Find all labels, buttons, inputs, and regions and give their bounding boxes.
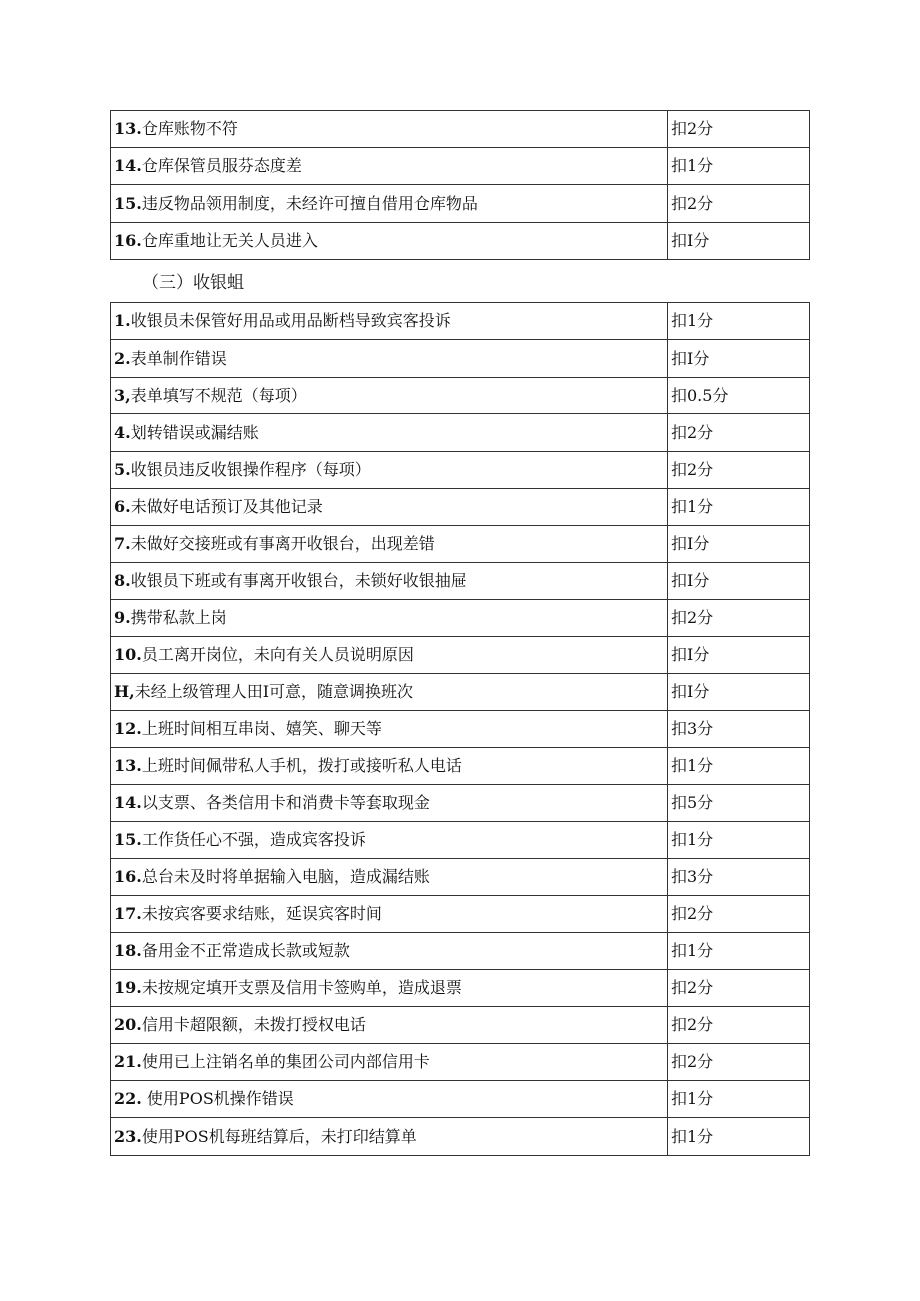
table-row xyxy=(111,896,810,933)
cashier-table-body xyxy=(111,303,810,1156)
penalty-item xyxy=(111,1044,668,1081)
item-text: 收银员违反收银操作程序（每项） xyxy=(130,460,371,479)
penalty-score: 扣2分 xyxy=(668,1007,810,1044)
penalty-score: 扣2分 xyxy=(668,452,810,489)
item-number: 2. xyxy=(114,348,131,368)
penalty-score: 扣I分 xyxy=(668,526,810,563)
penalty-item xyxy=(111,785,668,822)
item-text: 工作货任心不强，造成宾客投诉 xyxy=(141,830,366,849)
item-text: 未按宾客要求结账，延误宾客时间 xyxy=(141,904,382,923)
penalty-score: 扣5分 xyxy=(668,785,810,822)
penalty-item xyxy=(111,414,668,452)
item-text: 上班时间相互串岗、嬉笑、聊天等 xyxy=(141,719,382,738)
penalty-item xyxy=(111,1007,668,1044)
warehouse-table-body xyxy=(111,111,810,260)
penalty-score: 扣2分 xyxy=(668,111,810,148)
item-number: 3, xyxy=(114,385,131,405)
penalty-item xyxy=(111,378,668,414)
warehouse-penalty-table xyxy=(110,110,810,260)
item-number: 7. xyxy=(114,534,131,553)
table-row xyxy=(111,414,810,452)
table-row xyxy=(111,526,810,563)
penalty-score: 扣1分 xyxy=(668,1118,810,1156)
penalty-score: 扣0.5分 xyxy=(668,378,810,414)
table-row xyxy=(111,148,810,185)
item-number: 23. xyxy=(114,1126,142,1146)
item-text: 仓库重地让无关人员进入 xyxy=(141,231,318,250)
penalty-score: 扣1分 xyxy=(668,148,810,185)
item-text: 使用POS机每班结算后，未打印结算单 xyxy=(141,1126,417,1146)
table-row xyxy=(111,822,810,859)
item-number: 14. xyxy=(114,156,142,175)
table-row xyxy=(111,111,810,148)
penalty-item xyxy=(111,674,668,711)
item-number: 1. xyxy=(114,311,131,330)
table-row xyxy=(111,303,810,340)
penalty-score: 扣I分 xyxy=(668,563,810,600)
penalty-item xyxy=(111,452,668,489)
penalty-item xyxy=(111,822,668,859)
penalty-score: 扣I分 xyxy=(668,340,810,378)
penalty-score: 扣2分 xyxy=(668,1044,810,1081)
item-number: 10. xyxy=(114,645,142,664)
item-number: 13. xyxy=(114,119,142,138)
penalty-score: 扣2分 xyxy=(668,414,810,452)
table-row xyxy=(111,933,810,970)
penalty-item xyxy=(111,1118,668,1156)
item-number: 20. xyxy=(114,1015,142,1034)
table-row xyxy=(111,185,810,223)
table-row xyxy=(111,378,810,414)
penalty-score: 扣1分 xyxy=(668,1081,810,1118)
table-row xyxy=(111,600,810,637)
table-row xyxy=(111,859,810,896)
item-text: 违反物品领用制度，未经许可擅自借用仓库物品 xyxy=(141,193,478,213)
item-text: 表单制作错误 xyxy=(130,348,227,368)
penalty-score: 扣1分 xyxy=(668,822,810,859)
item-number: 16. xyxy=(114,231,142,250)
item-number: 5. xyxy=(114,460,131,479)
cashier-penalty-table xyxy=(110,302,810,1156)
item-number: 8. xyxy=(114,571,131,590)
table-row xyxy=(111,223,810,260)
item-text: 收银员未保管好用品或用品断档导致宾客投诉 xyxy=(130,311,451,330)
item-text: 员工离开岗位，未向有关人员说明原因 xyxy=(141,645,414,664)
item-number: 9. xyxy=(114,608,131,627)
item-text: 表单填写不规范（每项） xyxy=(130,385,307,405)
penalty-item xyxy=(111,563,668,600)
item-text: 未经上级管理人田I可意，随意调换班次 xyxy=(134,682,414,701)
item-number: 15. xyxy=(114,830,142,849)
penalty-score: 扣I分 xyxy=(668,674,810,711)
penalty-item xyxy=(111,1081,668,1118)
table-row xyxy=(111,563,810,600)
table-row xyxy=(111,1118,810,1156)
item-text: 以支票、各类信用卡和消费卡等套取现金 xyxy=(141,793,430,812)
penalty-item xyxy=(111,148,668,185)
item-text: 使用POS机操作错误 xyxy=(141,1089,294,1108)
table-row xyxy=(111,711,810,748)
item-number: 14. xyxy=(114,793,142,812)
penalty-item xyxy=(111,970,668,1007)
table-row xyxy=(111,785,810,822)
penalty-item xyxy=(111,748,668,785)
penalty-item xyxy=(111,111,668,148)
penalty-score: 扣I分 xyxy=(668,637,810,674)
penalty-score: 扣3分 xyxy=(668,859,810,896)
penalty-score: 扣1分 xyxy=(668,489,810,526)
item-number: 4. xyxy=(114,422,131,442)
item-text: 收银员下班或有事离开收银台，未锁好收银抽屉 xyxy=(130,571,467,590)
table-row xyxy=(111,970,810,1007)
penalty-score: 扣2分 xyxy=(668,185,810,223)
table-row xyxy=(111,674,810,711)
item-number: 17. xyxy=(114,904,142,923)
item-text: 备用金不正常造成长款或短款 xyxy=(141,941,350,960)
item-number: 6. xyxy=(114,497,131,516)
table-row xyxy=(111,1044,810,1081)
item-text: 上班时间佩带私人手机，拨打或接听私人电话 xyxy=(141,756,462,775)
penalty-item xyxy=(111,526,668,563)
item-text: 未做好交接班或有事离开收银台，出现差错 xyxy=(130,534,435,553)
penalty-item xyxy=(111,896,668,933)
penalty-score: 扣1分 xyxy=(668,303,810,340)
penalty-score: 扣1分 xyxy=(668,933,810,970)
item-text: 携带私款上岗 xyxy=(130,608,227,627)
penalty-item xyxy=(111,303,668,340)
table-row xyxy=(111,489,810,526)
item-number: 21. xyxy=(114,1052,142,1071)
penalty-item xyxy=(111,600,668,637)
item-text: 划转错误或漏结账 xyxy=(130,422,259,442)
table-row xyxy=(111,1081,810,1118)
penalty-score: 扣1分 xyxy=(668,748,810,785)
table-row xyxy=(111,452,810,489)
penalty-item xyxy=(111,340,668,378)
table-row xyxy=(111,748,810,785)
penalty-score: 扣I分 xyxy=(668,223,810,260)
item-text: 仓库账物不符 xyxy=(141,119,238,138)
penalty-item xyxy=(111,859,668,896)
item-text: 总台未及时将单据输入电脑，造成漏结账 xyxy=(141,867,430,886)
item-text: 未做好电话预订及其他记录 xyxy=(130,497,323,516)
table-row xyxy=(111,637,810,674)
penalty-score: 扣2分 xyxy=(668,600,810,637)
penalty-item xyxy=(111,185,668,223)
penalty-score: 扣3分 xyxy=(668,711,810,748)
item-text: 仓库保管员服芬态度差 xyxy=(141,156,302,175)
item-number: 13. xyxy=(114,756,142,775)
item-number: 18. xyxy=(114,941,142,960)
item-number: 22. xyxy=(114,1089,142,1108)
item-number: 16. xyxy=(114,867,142,886)
table-row xyxy=(111,340,810,378)
penalty-item xyxy=(111,711,668,748)
section-title-cashier: （三）收银蛆 xyxy=(142,273,244,293)
item-number: 19. xyxy=(114,978,142,997)
item-text: 使用已上注销名单的集团公司内部信用卡 xyxy=(141,1052,430,1071)
item-number: 15. xyxy=(114,193,142,213)
penalty-item xyxy=(111,489,668,526)
table-row xyxy=(111,1007,810,1044)
penalty-item xyxy=(111,637,668,674)
penalty-score: 扣2分 xyxy=(668,896,810,933)
item-text: 未按规定填开支票及信用卡签购单，造成退票 xyxy=(141,978,462,997)
item-number: H, xyxy=(114,682,135,701)
penalty-item xyxy=(111,933,668,970)
penalty-item xyxy=(111,223,668,260)
item-number: 12. xyxy=(114,719,142,738)
penalty-score: 扣2分 xyxy=(668,970,810,1007)
item-text: 信用卡超限额，未拨打授权电话 xyxy=(141,1015,366,1034)
